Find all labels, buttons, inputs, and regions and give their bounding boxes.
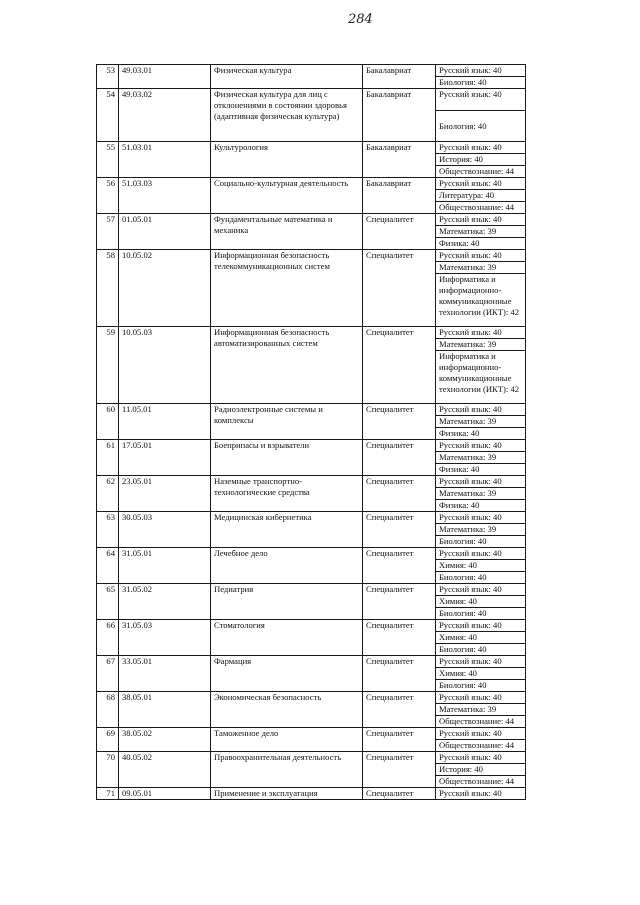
exam-cell: Информатика и информационно-коммуникационные технологии (ИКТ): 42 (436, 274, 526, 327)
specialty-code: 23.05.01 (119, 476, 211, 512)
table-row (97, 620, 526, 632)
education-level: Специалитет (363, 440, 436, 476)
specialty-name: Фундаментальные математика и механика (211, 214, 363, 250)
specialty-code: 10.05.03 (119, 327, 211, 404)
education-level: Специалитет (363, 788, 436, 800)
education-level: Специалитет (363, 656, 436, 692)
table-row (97, 178, 526, 190)
table-row (97, 89, 526, 111)
row-number: 70 (97, 752, 119, 788)
exam-cell: Русский язык: 40 (436, 178, 526, 190)
exam-cell: Русский язык: 40 (436, 728, 526, 740)
specialty-name: Наземные транспортно-технологические средства (211, 476, 363, 512)
exam-cell: Химия: 40 (436, 560, 526, 572)
specialty-code: 17.05.01 (119, 440, 211, 476)
education-level: Специалитет (363, 327, 436, 404)
exam-cell: Математика: 39 (436, 452, 526, 464)
table-row (97, 584, 526, 596)
exam-cell: Математика: 39 (436, 339, 526, 351)
row-number: 54 (97, 89, 119, 142)
specialty-code: 38.05.01 (119, 692, 211, 728)
specialty-name: Медицинская кибернетика (211, 512, 363, 548)
specialty-name: Физическая культура для лиц с отклонениями в состоянии здоровья (адаптивная физическая культура) (211, 89, 363, 142)
exam-cell: Обществознание: 44 (436, 202, 526, 214)
specialty-name: Педиатрия (211, 584, 363, 620)
row-number: 65 (97, 584, 119, 620)
exam-cell: Математика: 39 (436, 416, 526, 428)
specialty-name: Боеприпасы и взрыватели (211, 440, 363, 476)
exam-cell: Биология: 40 (436, 77, 526, 89)
exam-cell: Физика: 40 (436, 464, 526, 476)
specialty-name: Экономическая безопасность (211, 692, 363, 728)
exam-cell: Обществознание: 44 (436, 776, 526, 788)
row-number: 60 (97, 404, 119, 440)
education-level: Специалитет (363, 404, 436, 440)
specialty-code: 49.03.01 (119, 65, 211, 89)
exam-cell: Русский язык: 40 (436, 89, 526, 111)
exam-cell: Русский язык: 40 (436, 656, 526, 668)
education-level: Специалитет (363, 250, 436, 327)
exam-cell: Биология: 40 (436, 608, 526, 620)
exam-cell: Обществознание: 44 (436, 716, 526, 728)
row-number: 53 (97, 65, 119, 89)
specialty-name: Радиоэлектронные системы и комплексы (211, 404, 363, 440)
exam-cell: Физика: 40 (436, 500, 526, 512)
education-level: Специалитет (363, 548, 436, 584)
exam-cell: Русский язык: 40 (436, 752, 526, 764)
table-row (97, 548, 526, 560)
row-number: 57 (97, 214, 119, 250)
education-level: Бакалавриат (363, 65, 436, 89)
table-row (97, 142, 526, 154)
exam-cell: Русский язык: 40 (436, 788, 526, 800)
education-level: Специалитет (363, 620, 436, 656)
education-level: Специалитет (363, 214, 436, 250)
specialty-name: Информационная безопасность автоматизированных систем (211, 327, 363, 404)
specialty-name: Таможенное дело (211, 728, 363, 752)
table-row (97, 214, 526, 226)
row-number: 58 (97, 250, 119, 327)
specialty-code: 10.05.02 (119, 250, 211, 327)
row-number: 55 (97, 142, 119, 178)
education-level: Специалитет (363, 728, 436, 752)
row-number: 68 (97, 692, 119, 728)
exam-cell: Биология: 40 (436, 536, 526, 548)
education-level: Бакалавриат (363, 142, 436, 178)
exam-cell: Физика: 40 (436, 428, 526, 440)
exam-cell: Биология: 40 (436, 111, 526, 142)
table-row (97, 250, 526, 262)
exam-cell: Русский язык: 40 (436, 692, 526, 704)
specialty-code: 31.05.01 (119, 548, 211, 584)
exam-cell: История: 40 (436, 764, 526, 776)
education-level: Специалитет (363, 752, 436, 788)
table-row (97, 404, 526, 416)
specialty-code: 31.05.02 (119, 584, 211, 620)
specialty-code: 33.05.01 (119, 656, 211, 692)
specialty-name: Физическая культура (211, 65, 363, 89)
specialty-name: Фармация (211, 656, 363, 692)
education-level: Бакалавриат (363, 178, 436, 214)
specialty-name: Правоохранительная деятельность (211, 752, 363, 788)
specialty-code: 11.05.01 (119, 404, 211, 440)
table-row (97, 512, 526, 524)
exam-cell: Русский язык: 40 (436, 404, 526, 416)
table-row (97, 752, 526, 764)
table-row (97, 476, 526, 488)
table-row (97, 656, 526, 668)
exam-cell: Математика: 39 (436, 524, 526, 536)
row-number: 67 (97, 656, 119, 692)
exam-cell: Русский язык: 40 (436, 327, 526, 339)
exam-cell: Русский язык: 40 (436, 476, 526, 488)
row-number: 62 (97, 476, 119, 512)
education-level: Специалитет (363, 512, 436, 548)
exam-cell: Математика: 39 (436, 262, 526, 274)
table-row (97, 327, 526, 339)
table-row (97, 440, 526, 452)
exam-cell: Русский язык: 40 (436, 512, 526, 524)
specialty-code: 09.05.01 (119, 788, 211, 800)
specialty-code: 01.05.01 (119, 214, 211, 250)
exam-cell: Химия: 40 (436, 596, 526, 608)
table-row (97, 728, 526, 740)
exam-cell: Литература: 40 (436, 190, 526, 202)
exam-cell: Русский язык: 40 (436, 250, 526, 262)
specialty-code: 38.05.02 (119, 728, 211, 752)
specialty-name: Лечебное дело (211, 548, 363, 584)
row-number: 66 (97, 620, 119, 656)
specialty-name: Стоматология (211, 620, 363, 656)
education-level: Бакалавриат (363, 89, 436, 142)
table-row (97, 65, 526, 77)
education-level: Специалитет (363, 692, 436, 728)
exam-cell: Русский язык: 40 (436, 440, 526, 452)
specialty-code: 30.05.03 (119, 512, 211, 548)
table-row (97, 692, 526, 704)
specialty-code: 49.03.02 (119, 89, 211, 142)
row-number: 61 (97, 440, 119, 476)
exam-cell: Русский язык: 40 (436, 620, 526, 632)
specialty-code: 51.03.03 (119, 178, 211, 214)
specialty-name: Информационная безопасность телекоммуникационных систем (211, 250, 363, 327)
specialty-code: 51.03.01 (119, 142, 211, 178)
row-number: 71 (97, 788, 119, 800)
exam-cell: Русский язык: 40 (436, 142, 526, 154)
exam-cell: Русский язык: 40 (436, 214, 526, 226)
specialty-name: Социально-культурная деятельность (211, 178, 363, 214)
exam-cell: Обществознание: 44 (436, 166, 526, 178)
specialty-name: Культурология (211, 142, 363, 178)
row-number: 56 (97, 178, 119, 214)
table-row (97, 788, 526, 800)
exam-cell: Биология: 40 (436, 644, 526, 656)
row-number: 64 (97, 548, 119, 584)
exam-cell: Математика: 39 (436, 488, 526, 500)
exam-cell: Химия: 40 (436, 632, 526, 644)
specialty-name: Применение и эксплуатация (211, 788, 363, 800)
specialty-code: 40.05.02 (119, 752, 211, 788)
entrance-exams-table (96, 64, 526, 800)
exam-cell: Обществознание: 44 (436, 740, 526, 752)
specialty-code: 31.05.03 (119, 620, 211, 656)
row-number: 69 (97, 728, 119, 752)
exam-cell: Математика: 39 (436, 704, 526, 716)
row-number: 63 (97, 512, 119, 548)
page-number: 284 (348, 12, 373, 27)
exam-cell: История: 40 (436, 154, 526, 166)
exam-cell: Русский язык: 40 (436, 65, 526, 77)
exam-cell: Русский язык: 40 (436, 548, 526, 560)
row-number: 59 (97, 327, 119, 404)
education-level: Специалитет (363, 584, 436, 620)
exam-cell: Физика: 40 (436, 238, 526, 250)
exam-cell: Информатика и информационно-коммуникационные технологии (ИКТ): 42 (436, 351, 526, 404)
exam-cell: Биология: 40 (436, 572, 526, 584)
exam-cell: Химия: 40 (436, 668, 526, 680)
exam-cell: Русский язык: 40 (436, 584, 526, 596)
exam-cell: Биология: 40 (436, 680, 526, 692)
education-level: Специалитет (363, 476, 436, 512)
exam-cell: Математика: 39 (436, 226, 526, 238)
